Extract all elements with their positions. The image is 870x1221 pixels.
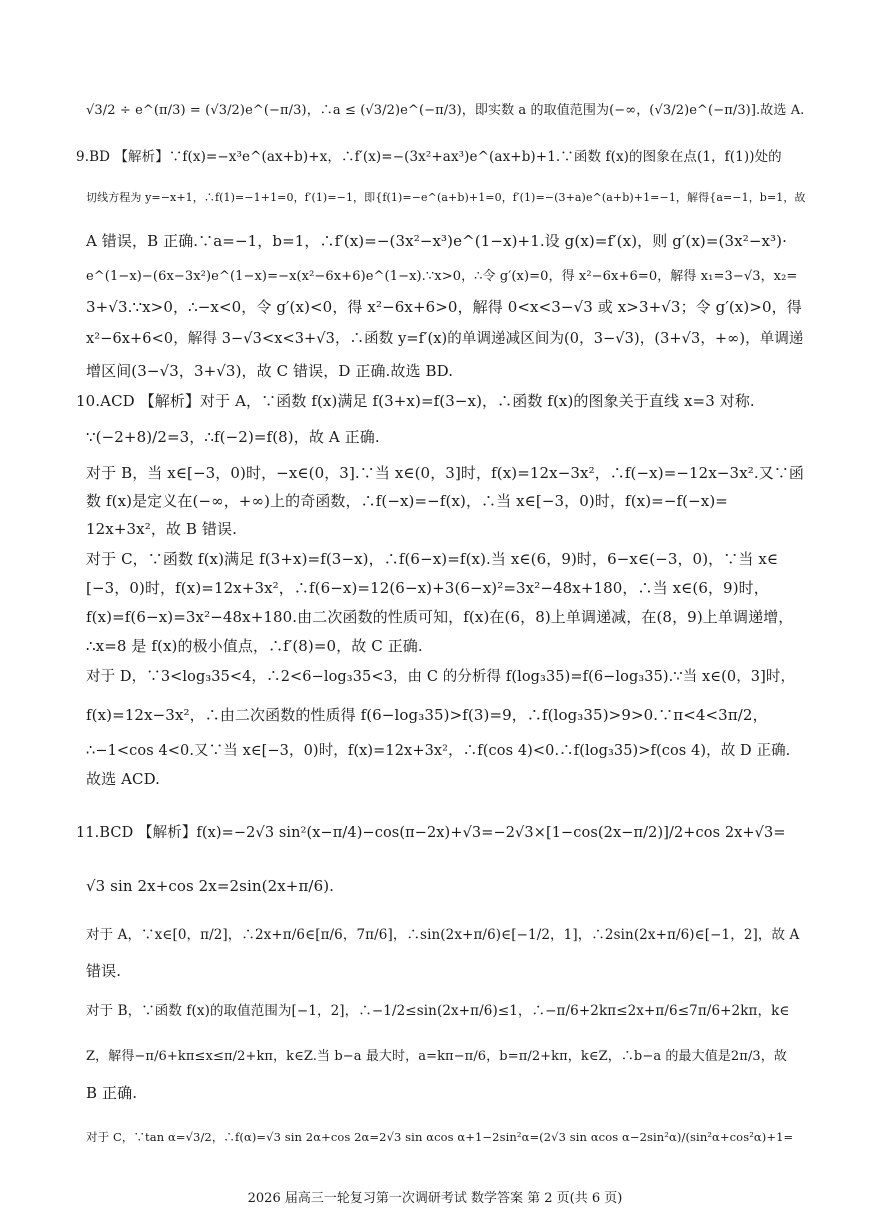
text-line: 对于 B，当 x∈[−3，0)时，−x∈(0，3].∵当 x∈(0，3]时，f(x)=12x−3x²，∴f(−x)=−12x−3x².又∵函 <box>86 464 805 482</box>
text-line: f(x)=12x−3x²，∴由二次函数的性质得 f(6−log₃35)>f(3)=9，∴f(log₃35)>9>0.∵π<4<3π/2， <box>86 706 768 724</box>
text-line: ∴−1<cos 4<0.又∵当 x∈[−3，0)时，f(x)=12x+3x²，∴f(cos 4)<0.∴f(log₃35)>f(cos 4)，故 D 正确. <box>86 743 791 759</box>
text-line: 对于 D，∵3<log₃35<4，∴2<6−log₃35<3，由 C 的分析得 f(log₃35)=f(6−log₃35).∵当 x∈(0，3]时， <box>86 669 796 685</box>
text-line: 错误. <box>86 962 122 980</box>
page-footer: 2026 届高三一轮复习第一次调研考试 数学答案 第 2 页(共 6 页) <box>247 1191 623 1206</box>
text-line: f(x)=f(6−x)=3x²−48x+180.由二次函数的性质可知，f(x)在(6，8)上单调递减，在(8，9)上单调递增， <box>86 608 794 626</box>
text-line: [−3，0)时，f(x)=12x+3x²，∴f(6−x)=12(6−x)+3(6−x)²=3x²−48x+180，∴当 x∈(6，9)时， <box>86 579 769 597</box>
question-9-header: 9.BD 【解析】∵f(x)=−x³e^(ax+b)+x，∴f′(x)=−(3x²+ax³)e^(ax+b)+1.∵函数 f(x)的图象在点(1，f(1))处的 <box>76 149 782 165</box>
text-line: 故选 ACD. <box>86 770 161 788</box>
text-line: ∵(−2+8)/2=3，∴f(−2)=f(8)，故 A 正确. <box>86 428 380 446</box>
text-line: A 错误，B 正确.∵a=−1，b=1，∴f′(x)=−(3x²−x³)e^(1−x)+1.设 g(x)=f′(x)，则 g′(x)=(3x²−x³)· <box>86 232 787 250</box>
text-line: 3+√3.∵x>0，∴−x<0，令 g′(x)<0，得 x²−6x+6>0，解得 0<x<3−√3 或 x>3+√3；令 g′(x)>0，得 <box>86 298 802 316</box>
text-line: e^(1−x)−(6x−3x²)e^(1−x)=−x(x²−6x+6)e^(1−x).∵x>0，∴令 g′(x)=0，得 x²−6x+6=0，解得 x₁=3−√3，x₂= <box>86 269 798 284</box>
question-10-header: 10.ACD 【解析】对于 A，∵函数 f(x)满足 f(3+x)=f(3−x)，∴函数 f(x)的图象关于直线 x=3 对称. <box>76 392 755 410</box>
text-line: 12x+3x²，故 B 错误. <box>86 520 237 538</box>
text-line: 切线方程为 y=−x+1，∴f(1)=−1+1=0，f′(1)=−1，即{f(1)=−e^(a+b)+1=0，f′(1)=−(3+a)e^(a+b)+1=−1，解得{a=−1，b=1，故 <box>86 191 806 204</box>
text-line: 对于 C，∵tan α=√3/2，∴f(α)=√3 sin 2α+cos 2α=2√3 sin αcos α+1−2sin²α=(2√3 sin αcos α−2sin²α)/(sin²α+cos²α)+1= <box>86 1130 794 1144</box>
text-line: 对于 C，∵函数 f(x)满足 f(3+x)=f(3−x)，∴f(6−x)=f(x).当 x∈(6，9)时，6−x∈(−3，0)，∵当 x∈ <box>86 550 779 568</box>
text-line: 对于 B，∵函数 f(x)的取值范围为[−1，2]，∴−1/2≤sin(2x+π/6)≤1，∴−π/6+2kπ≤2x+π/6≤7π/6+2kπ，k∈ <box>86 1003 790 1019</box>
question-11-header: 11.BCD 【解析】f(x)=−2√3 sin²(x−π/4)−cos(π−2x)+√3=−2√3×[1−cos(2x−π/2)]/2+cos 2x+√3= <box>76 825 786 841</box>
text-line: Z，解得−π/6+kπ≤x≤π/2+kπ，k∈Z.当 b−a 最大时，a=kπ−π/6，b=π/2+kπ，k∈Z，∴b−a 的最大值是2π/3，故 <box>86 1049 787 1064</box>
text-line: 增区间(3−√3，3+√3)，故 C 错误，D 正确.故选 BD. <box>86 362 454 380</box>
text-line: 数 f(x)是定义在(−∞，+∞)上的奇函数，∴f(−x)=−f(x)，∴当 x∈[−3，0)时，f(x)=−f(−x)= <box>86 492 728 510</box>
text-line: 对于 A，∵x∈[0，π/2]，∴2x+π/6∈[π/6，7π/6]，∴sin(2x+π/6)∈[−1/2，1]，∴2sin(2x+π/6)∈[−1，2]，故 A <box>86 927 800 943</box>
text-line: B 正确. <box>86 1084 138 1102</box>
text-line: √3 sin 2x+cos 2x=2sin(2x+π/6). <box>86 877 335 895</box>
text-line: ∴x=8 是 f(x)的极小值点，∴f′(8)=0，故 C 正确. <box>86 637 423 655</box>
text-line: √3/2 ÷ e^(π/3) = (√3/2)e^(−π/3)，∴a ≤ (√3/2)e^(−π/3)，即实数 a 的取值范围为(−∞，(√3/2)e^(−π/3)].故选 A. <box>86 103 805 118</box>
text-line: x²−6x+6<0，解得 3−√3<x<3+√3，∴函数 y=f′(x)的单调递减区间为(0，3−√3)，(3+√3，+∞)，单调递 <box>86 331 804 347</box>
